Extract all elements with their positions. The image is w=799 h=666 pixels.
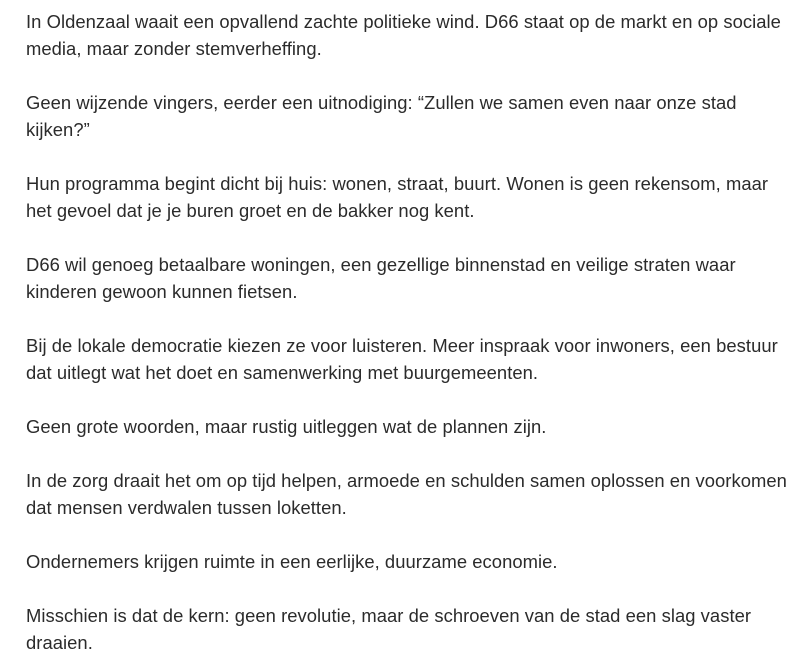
article-body <box>26 8 790 656</box>
article-paragraph-9: Misschien is dat de kern: geen revolutie, maar de schroeven van de stad een slag vaster draaien. <box>26 605 752 653</box>
article-paragraph-4: D66 wil genoeg betaalbare woningen, een gezellige binnenstad en veilige straten waar kinderen gewoon kunnen fietsen. <box>26 254 736 302</box>
article-paragraph-3: Hun programma begint dicht bij huis: wonen, straat, buurt. Wonen is geen rekensom, maar het gevoel dat je je buren groet en de bakker nog kent. <box>26 173 769 221</box>
article-paragraph-2: Geen wijzende vingers, eerder een uitnodiging: “Zullen we samen even naar onze stad kijken?” <box>26 92 737 140</box>
article-paragraph-1: In Oldenzaal waait een opvallend zachte politieke wind. D66 staat op de markt en op sociale media, maar zonder stemverheffing. <box>26 11 781 59</box>
article-paragraph-8: Ondernemers krijgen ruimte in een eerlijke, duurzame economie. <box>26 551 558 572</box>
article-paragraph-5: Bij de lokale democratie kiezen ze voor luisteren. Meer inspraak voor inwoners, een bestuur dat uitlegt wat het doet en samenwerking met buurgemeenten. <box>26 335 778 383</box>
article-paragraph-7: In de zorg draait het om op tijd helpen, armoede en schulden samen oplossen en voorkomen dat mensen verdwalen tussen loketten. <box>26 470 787 518</box>
article-paragraph-6: Geen grote woorden, maar rustig uitleggen wat de plannen zijn. <box>26 416 547 437</box>
